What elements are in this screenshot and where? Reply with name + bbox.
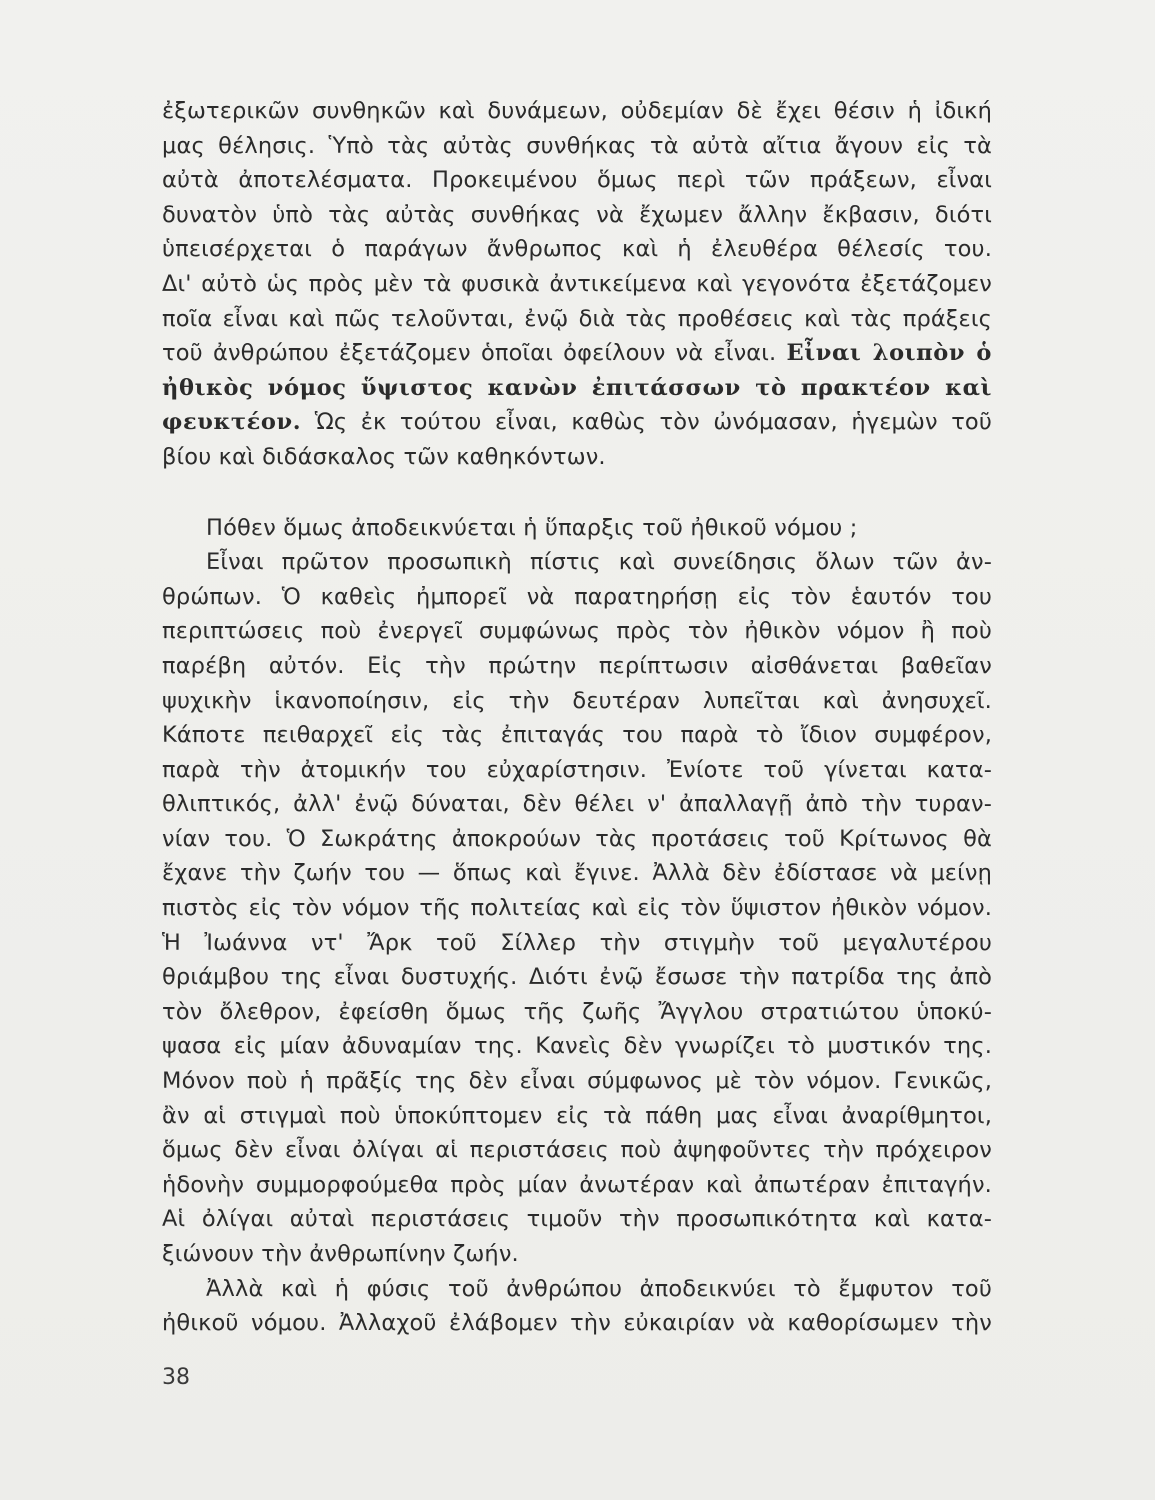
bold-text: ἠθικὸς νόμος ὕψιστος κανὼν ἐπιτάσσων τὸ πρακτέον καὶ xyxy=(162,374,992,401)
text-line: ποῖα εἶναι καὶ πῶς τελοῦνται, ἐνῷ διὰ τὰς προθέσεις καὶ τὰς πράξεις xyxy=(162,305,992,332)
text-line: θλιπτικός, ἀλλ' ἐνῷ δύναται, δὲν θέλει ν' ἀπαλλαγῇ ἀπὸ τὴν τυραν- xyxy=(162,791,992,818)
text-line: περιπτώσεις ποὺ ἐνεργεῖ συμφώνως πρὸς τὸν ἠθικὸν νόμον ἢ ποὺ xyxy=(162,618,992,645)
text-line xyxy=(162,371,992,406)
text-segment: τοῦ ἀνθρώπου ἐξετάζομεν ὁποῖαι ὀφείλουν νὰ εἶναι. xyxy=(162,340,777,367)
page-number: 38 xyxy=(162,1365,190,1390)
text-line: βίου καὶ διδάσκαλος τῶν καθηκόντων. xyxy=(162,443,606,470)
question-line: Πόθεν ὅμως ἀποδεικνύεται ἡ ὕπαρξις τοῦ ἠθικοῦ νόμου ; xyxy=(206,514,858,541)
bold-text: Εἶναι λοιπὸν ὁ xyxy=(786,340,992,367)
body-text xyxy=(162,94,992,1341)
bold-text: φευκτέον. xyxy=(162,409,302,436)
text-line: δυνατὸν ὑπὸ τὰς αὐτὰς συνθήκας νὰ ἔχωμεν ἄλλην ἔκβασιν, διότι xyxy=(162,201,992,228)
text-line: ἡδονὴν συμμορφούμεθα πρὸς μίαν ἀνωτέραν καὶ ἀπωτέραν ἐπιταγήν. xyxy=(162,1171,992,1198)
text-line: θριάμβου της εἶναι δυστυχής. Διότι ἐνῷ ἔσωσε τὴν πατρίδα της ἀπὸ xyxy=(162,964,992,991)
text-line: Εἶναι πρῶτον προσωπικὴ πίστις καὶ συνείδησις ὅλων τῶν ἀν- xyxy=(206,549,992,576)
text-line: ὑπεισέρχεται ὁ παράγων ἄνθρωπος καὶ ἡ ἐλευθέρα θέλεσίς του. xyxy=(162,236,992,263)
text-line: παρέβη αὐτόν. Εἰς τὴν πρώτην περίπτωσιν αἰσθάνεται βαθεῖαν xyxy=(162,652,992,679)
text-line: ψασα εἰς μίαν ἀδυναμίαν της. Κανεὶς δὲν γνωρίζει τὸ μυστικόν της. xyxy=(162,1033,992,1060)
text-line: ἔχανε τὴν ζωήν του — ὅπως καὶ ἔγινε. Ἀλλὰ δὲν ἐδίστασε νὰ μείνῃ xyxy=(162,860,992,887)
text-line: ἠθικοῦ νόμου. Ἀλλαχοῦ ἐλάβομεν τὴν εὐκαιρίαν νὰ καθορίσωμεν τὴν xyxy=(162,1310,992,1337)
text-line: τὸν ὄλεθρον, ἐφείσθη ὅμως τῆς ζωῆς Ἄγγλου στρατιώτου ὑποκύ- xyxy=(162,998,992,1025)
text-line: παρὰ τὴν ἀτομικήν του εὐχαρίστησιν. Ἐνίοτε τοῦ γίνεται κατα- xyxy=(162,756,992,783)
text-line xyxy=(162,405,992,440)
text-line: νίαν του. Ὁ Σωκράτης ἀποκρούων τὰς προτάσεις τοῦ Κρίτωνος θὰ xyxy=(162,825,992,852)
text-line: Δι' αὐτὸ ὡς πρὸς μὲν τὰ φυσικὰ ἀντικείμενα καὶ γεγονότα ἐξετάζομεν xyxy=(162,270,992,297)
text-line: Κάποτε πειθαρχεῖ εἰς τὰς ἐπιταγάς του παρὰ τὸ ἴδιον συμφέρον, xyxy=(162,722,992,749)
text-line: αὐτὰ ἀποτελέσματα. Προκειμένου ὅμως περὶ τῶν πράξεων, εἶναι xyxy=(162,167,992,194)
text-line xyxy=(162,336,992,371)
text-line: Ἡ Ἰωάννα ντ' Ἄρκ τοῦ Σίλλερ τὴν στιγμὴν τοῦ μεγαλυτέρου xyxy=(162,929,992,956)
text-line: Μόνον ποὺ ἡ πρᾶξίς της δὲν εἶναι σύμφωνος μὲ τὸν νόμον. Γενικῶς, xyxy=(162,1068,992,1095)
text-line: Αἱ ὀλίγαι αὐταὶ περιστάσεις τιμοῦν τὴν προσωπικότητα καὶ κατα- xyxy=(162,1206,992,1233)
text-line: θρώπων. Ὁ καθεὶς ἠμπορεῖ νὰ παρατηρήσῃ εἰς τὸν ἑαυτόν του xyxy=(162,583,992,610)
text-line: μας θέλησις. Ὑπὸ τὰς αὐτὰς συνθήκας τὰ αὐτὰ αἴτια ἄγουν εἰς τὰ xyxy=(162,132,992,159)
text-line: ξιώνουν τὴν ἀνθρωπίνην ζωήν. xyxy=(162,1241,519,1267)
text-line: πιστὸς εἰς τὸν νόμον τῆς πολιτείας καὶ εἰς τὸν ὕψιστον ἠθικὸν νόμον. xyxy=(162,895,992,922)
text-line: ἐξωτερικῶν συνθηκῶν καὶ δυνάμεων, οὐδεμίαν δὲ ἔχει θέσιν ἡ ἰδική xyxy=(162,98,992,124)
text-segment: Ὡς ἐκ τούτου εἶναι, καθὼς τὸν ὠνόμασαν, ἡγεμὼν τοῦ xyxy=(314,409,992,436)
text-line: ψυχικὴν ἱκανοποίησιν, εἰς τὴν δευτέραν λυπεῖται καὶ ἀνησυχεῖ. xyxy=(162,687,992,714)
text-line: ἂν αἱ στιγμαὶ ποὺ ὑποκύπτομεν εἰς τὰ πάθη μας εἶναι ἀναρίθμητοι, xyxy=(162,1102,992,1129)
text-line: ὅμως δὲν εἶναι ὀλίγαι αἱ περιστάσεις ποὺ ἀψηφοῦντες τὴν πρόχειρον xyxy=(162,1137,992,1164)
text-line: Ἀλλὰ καὶ ἡ φύσις τοῦ ἀνθρώπου ἀποδεικνύει τὸ ἔμφυτον τοῦ xyxy=(206,1275,992,1302)
